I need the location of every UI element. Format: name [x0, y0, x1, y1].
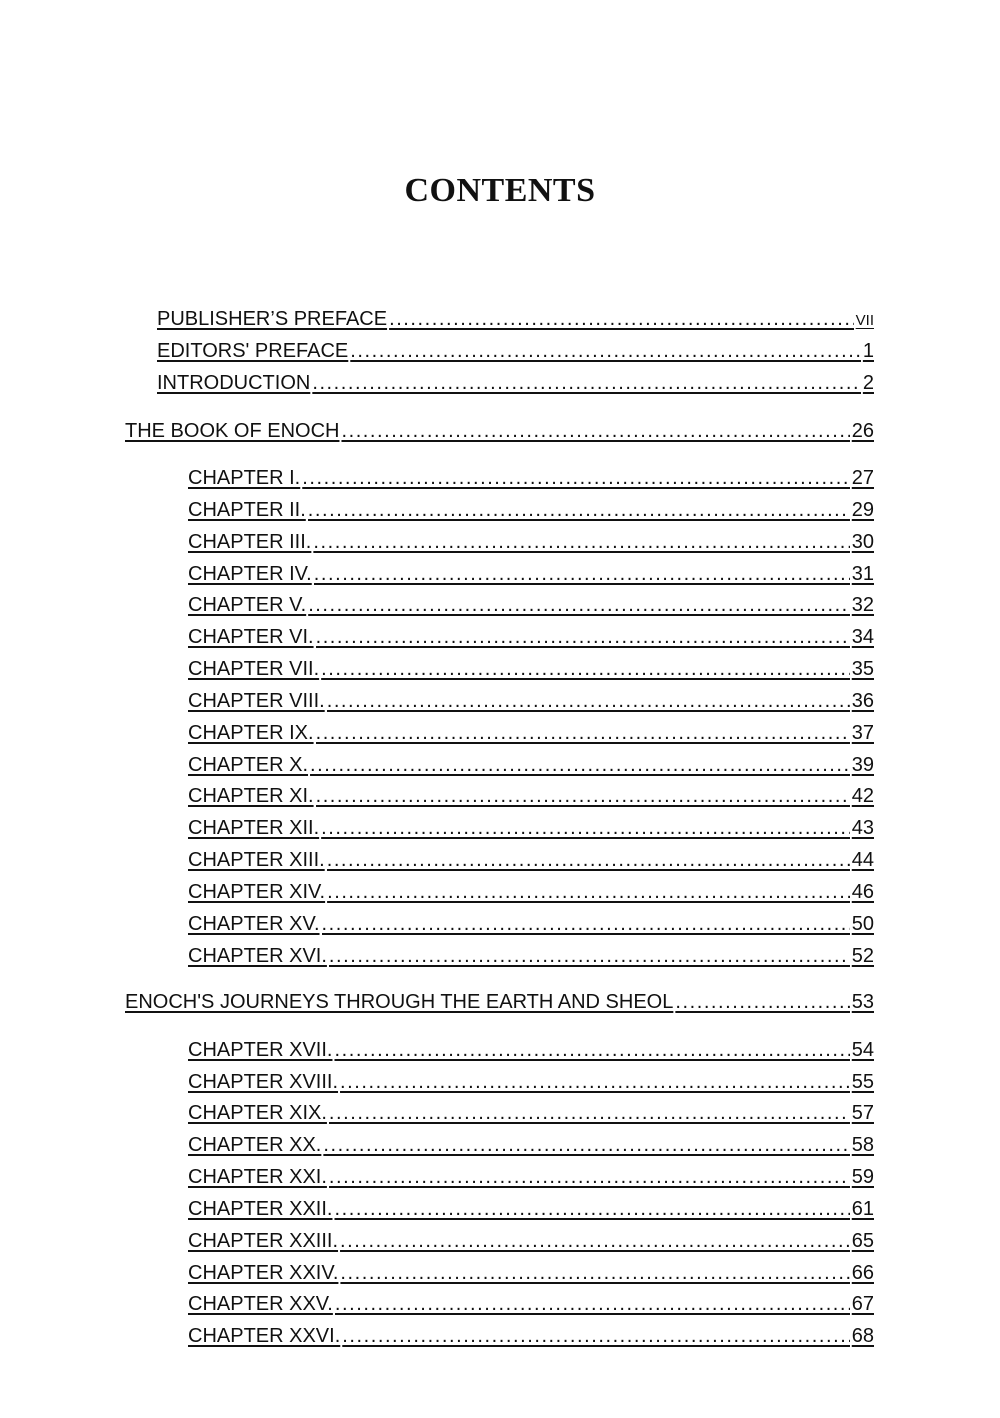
toc-entry-page: 43 — [851, 817, 874, 839]
dot-leader — [321, 653, 850, 685]
dot-leader — [329, 940, 850, 972]
toc-entry-page: 58 — [851, 1134, 874, 1156]
dot-leader — [313, 526, 849, 558]
toc-entry-label: CHAPTER XIII. — [188, 849, 325, 871]
toc-entry-label: CHAPTER XVI. — [188, 945, 327, 967]
toc-entry-label: CHAPTER VI. — [188, 626, 314, 648]
toc-entry-page: 53 — [851, 991, 874, 1013]
toc-entry-chapter[interactable] — [188, 526, 874, 558]
toc-entry-chapter[interactable] — [188, 780, 874, 812]
toc-entry-label: EDITORS' PREFACE — [157, 340, 349, 362]
toc-entry-chapter[interactable] — [188, 1320, 874, 1352]
toc-entry-chapter[interactable] — [188, 1257, 874, 1289]
dot-leader — [310, 749, 850, 781]
toc-entry-chapter[interactable] — [188, 1288, 874, 1320]
toc-entry-page: 68 — [851, 1325, 874, 1347]
dot-leader — [341, 415, 849, 447]
toc-entry-page: 65 — [851, 1230, 874, 1252]
toc-entry-page: VII — [855, 312, 874, 329]
toc-entry-label: CHAPTER X. — [188, 754, 309, 776]
toc-entry-label: CHAPTER XII. — [188, 817, 320, 839]
page-title: CONTENTS — [404, 172, 596, 209]
toc-entry-page: 57 — [851, 1102, 874, 1124]
toc-entry-label: CHAPTER XXVI. — [188, 1325, 341, 1347]
toc-entry-introduction[interactable] — [157, 367, 874, 399]
toc-entry-page: 1 — [862, 340, 874, 362]
dot-leader — [327, 685, 850, 717]
dot-leader — [334, 1193, 849, 1225]
toc-entry-label: CHAPTER XVII. — [188, 1039, 333, 1061]
dot-leader — [316, 780, 850, 812]
toc-entry-label: CHAPTER XXIII. — [188, 1230, 339, 1252]
toc-entry-label: CHAPTER IV. — [188, 563, 312, 585]
dot-leader — [329, 1161, 850, 1193]
toc-entry-chapter[interactable] — [188, 1097, 874, 1129]
dot-leader — [316, 621, 850, 653]
toc-entry-label: CHAPTER I. — [188, 467, 301, 489]
dot-leader — [675, 986, 849, 1018]
dot-leader — [340, 1225, 850, 1257]
toc-entry-chapter[interactable] — [188, 1066, 874, 1098]
toc-entry-chapter[interactable] — [188, 1034, 874, 1066]
dot-leader — [327, 876, 850, 908]
toc-entry-editors-preface[interactable] — [157, 335, 874, 367]
toc-entry-page: 42 — [851, 785, 874, 807]
toc-entry-label: CHAPTER XIV. — [188, 881, 326, 903]
toc-entry-label: CHAPTER XXIV. — [188, 1262, 339, 1284]
dot-leader — [316, 717, 850, 749]
toc-entry-page: 34 — [851, 626, 874, 648]
toc-entry-chapter[interactable] — [188, 844, 874, 876]
toc-entry-chapter[interactable] — [188, 621, 874, 653]
toc-entry-label: CHAPTER XXI. — [188, 1166, 327, 1188]
toc-entry-label: CHAPTER III. — [188, 531, 312, 553]
toc-entry-label: CHAPTER IX. — [188, 722, 314, 744]
toc-entry-label: CHAPTER XV. — [188, 913, 320, 935]
toc-entry-page: 36 — [851, 690, 874, 712]
toc-entry-chapter[interactable] — [188, 812, 874, 844]
toc-entry-page: 54 — [851, 1039, 874, 1061]
toc-entry-chapter[interactable] — [188, 1129, 874, 1161]
toc-entry-page: 39 — [851, 754, 874, 776]
toc-entry-label: CHAPTER XX. — [188, 1134, 322, 1156]
dot-leader — [340, 1257, 849, 1289]
toc-entry-label: CHAPTER XIX. — [188, 1102, 327, 1124]
toc-entry-label: CHAPTER XXV. — [188, 1293, 333, 1315]
toc-entry-page: 37 — [851, 722, 874, 744]
toc-entry-label: CHAPTER VIII. — [188, 690, 325, 712]
dot-leader — [308, 494, 850, 526]
toc-entry-label: CHAPTER XI. — [188, 785, 314, 807]
toc-entry-label: CHAPTER II. — [188, 499, 306, 521]
dot-leader — [314, 558, 850, 590]
toc-entry-chapter[interactable] — [188, 1225, 874, 1257]
toc-entry-enochs-journeys[interactable] — [125, 986, 874, 1018]
toc-entry-page: 26 — [851, 420, 874, 442]
dot-leader — [342, 1320, 849, 1352]
toc-entry-chapter[interactable] — [188, 653, 874, 685]
toc-entry-page: 35 — [851, 658, 874, 680]
toc-entry-label: THE BOOK OF ENOCH — [125, 420, 340, 442]
dot-leader — [389, 303, 854, 335]
toc-entry-page: 30 — [851, 531, 874, 553]
toc-entry-page: 27 — [851, 467, 874, 489]
toc-entry-chapter[interactable] — [188, 494, 874, 526]
toc-entry-label: INTRODUCTION — [157, 372, 311, 394]
toc-entry-page: 29 — [851, 499, 874, 521]
toc-entry-page: 44 — [851, 849, 874, 871]
dot-leader — [308, 589, 850, 621]
toc-entry-page: 46 — [851, 881, 874, 903]
dot-leader — [321, 812, 850, 844]
toc-entry-page: 59 — [851, 1166, 874, 1188]
dot-leader — [323, 1129, 849, 1161]
toc-entry-page: 67 — [851, 1293, 874, 1315]
toc-entry-page: 31 — [851, 563, 874, 585]
toc-entry-label: CHAPTER XXII. — [188, 1198, 333, 1220]
toc-entry-label: ENOCH'S JOURNEYS THROUGH THE EARTH AND SHEOL — [125, 991, 674, 1013]
toc-entry-chapter[interactable] — [188, 589, 874, 621]
dot-leader — [322, 908, 850, 940]
toc-entry-book-of-enoch[interactable] — [125, 415, 874, 447]
toc-entry-chapter[interactable] — [188, 462, 874, 494]
toc-entry-chapter[interactable] — [188, 1161, 874, 1193]
toc-entry-page: 61 — [851, 1198, 874, 1220]
toc-entry-label: CHAPTER V. — [188, 594, 307, 616]
dot-leader — [312, 367, 861, 399]
toc-entry-chapter[interactable] — [188, 908, 874, 940]
toc-entry-chapter[interactable] — [188, 940, 874, 972]
toc-entry-page: 2 — [862, 372, 874, 394]
dot-leader — [329, 1097, 850, 1129]
toc-entry-page: 32 — [851, 594, 874, 616]
dot-leader — [327, 844, 850, 876]
toc-entry-page: 66 — [851, 1262, 874, 1284]
toc-entry-page: 52 — [851, 945, 874, 967]
toc-entry-label: PUBLISHER’S PREFACE — [157, 308, 388, 330]
toc-entry-label: CHAPTER XVIII. — [188, 1071, 339, 1093]
toc-entry-chapter[interactable] — [188, 685, 874, 717]
toc-entry-label: CHAPTER VII. — [188, 658, 320, 680]
toc-entry-page: 50 — [851, 913, 874, 935]
toc-entry-chapter[interactable] — [188, 876, 874, 908]
toc-entry-page: 55 — [851, 1071, 874, 1093]
toc-entry-chapter[interactable] — [188, 1193, 874, 1225]
dot-leader — [302, 462, 850, 494]
dot-leader — [340, 1066, 850, 1098]
dot-leader — [335, 1288, 850, 1320]
dot-leader — [350, 335, 861, 367]
toc-entry-chapter[interactable] — [188, 749, 874, 781]
toc-entry-publishers-preface[interactable] — [157, 303, 874, 335]
toc-entry-chapter[interactable] — [188, 717, 874, 749]
toc-entry-chapter[interactable] — [188, 558, 874, 590]
dot-leader — [334, 1034, 849, 1066]
